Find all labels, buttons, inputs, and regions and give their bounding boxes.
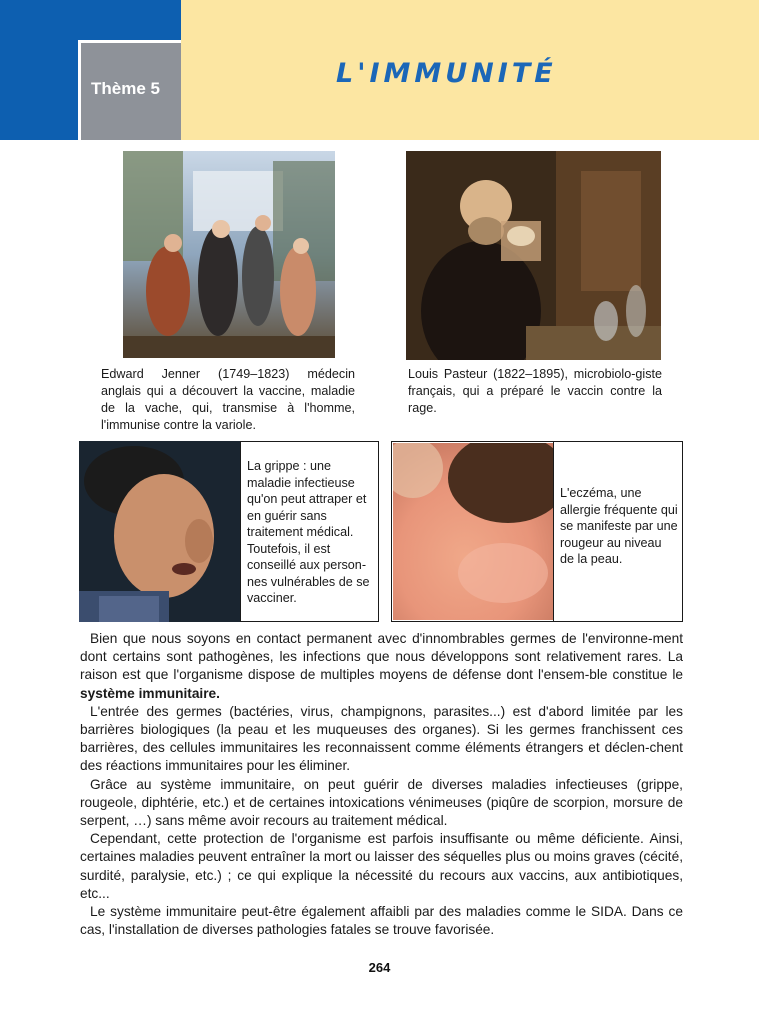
pasteur-caption: Louis Pasteur (1822–1895), microbiolo-giste français, qui a préparé le vaccin contre la rage. — [408, 367, 662, 415]
paragraph-5: Le système immunitaire peut-être également affaibli par des maladies comme le SIDA. Dans ce cas, l'installation de diverses pathologies fatales se trouve favorisée. — [80, 904, 683, 938]
paragraph-2: L'entrée des germes (bactéries, virus, champignons, parasites...) est d'abord limitée par les barrières biologiques (la peau et les muqueuses des organes). Si les germes franchissent ces barrières, des cellules immunitaires les reconnaissent comme éléments étrangers et déclen-chent des réactions immunitaires pour les éliminer. — [80, 703, 683, 774]
main-body-text — [80, 630, 683, 939]
page-number: 264 — [368, 960, 391, 975]
jenner-caption: Edward Jenner (1749–1823) médecin anglais qui a découvert la vaccine, maladie de la vache, qui, transmise à l'homme, l'immunise contre la variole. — [101, 367, 355, 432]
paragraph-1-text: Bien que nous soyons en contact permanent avec d'innombrables germes de l'environne-ment dont certains sont pathogènes, les infections que nous développons sont relativement rares. La raison est que l'organisme dispose de multiples moyens de défense dont l'ensem-ble constitue le — [80, 631, 683, 683]
grippe-text: La grippe : une maladie infectieuse qu'on peut attraper et en guérir sans traitement médical. Toutefois, il est conseillé aux person-nes vulnérables de se vacciner. — [247, 459, 370, 605]
jenner-painting-image — [123, 151, 335, 358]
pasteur-painting-image — [406, 151, 661, 360]
page-title: L'IMMUNITÉ — [336, 58, 557, 89]
immune-system-term: système immunitaire. — [80, 685, 220, 701]
theme-label: Thème 5 — [91, 79, 160, 98]
eczema-skin-image — [393, 443, 553, 620]
theme-label-box — [78, 40, 181, 140]
eczema-text: L'eczéma, une allergie fréquente qui se manifeste par une rougeur au niveau de la peau. — [560, 486, 678, 566]
paragraph-1 — [80, 630, 683, 703]
grippe-patient-image — [79, 441, 241, 622]
paragraph-3: Grâce au système immunitaire, on peut guérir de diverses maladies infectieuses (grippe, rougeole, diphtérie, etc.) et de certaines intoxications vénimeuses (piqûre de scorpion, morsure de serpent, …) sans même avoir recours au traitement médical. — [80, 776, 683, 829]
paragraph-4: Cependant, cette protection de l'organisme est parfois insuffisante ou même déficiente. Ainsi, certaines maladies peuvent entraîner la mort ou laisser des séquelles plus ou moins graves (cécité, surdité, paralysie, etc.) ; ce qui explique la nécessité du recours aux vaccins, aux antibiotiques, etc... — [80, 831, 683, 901]
